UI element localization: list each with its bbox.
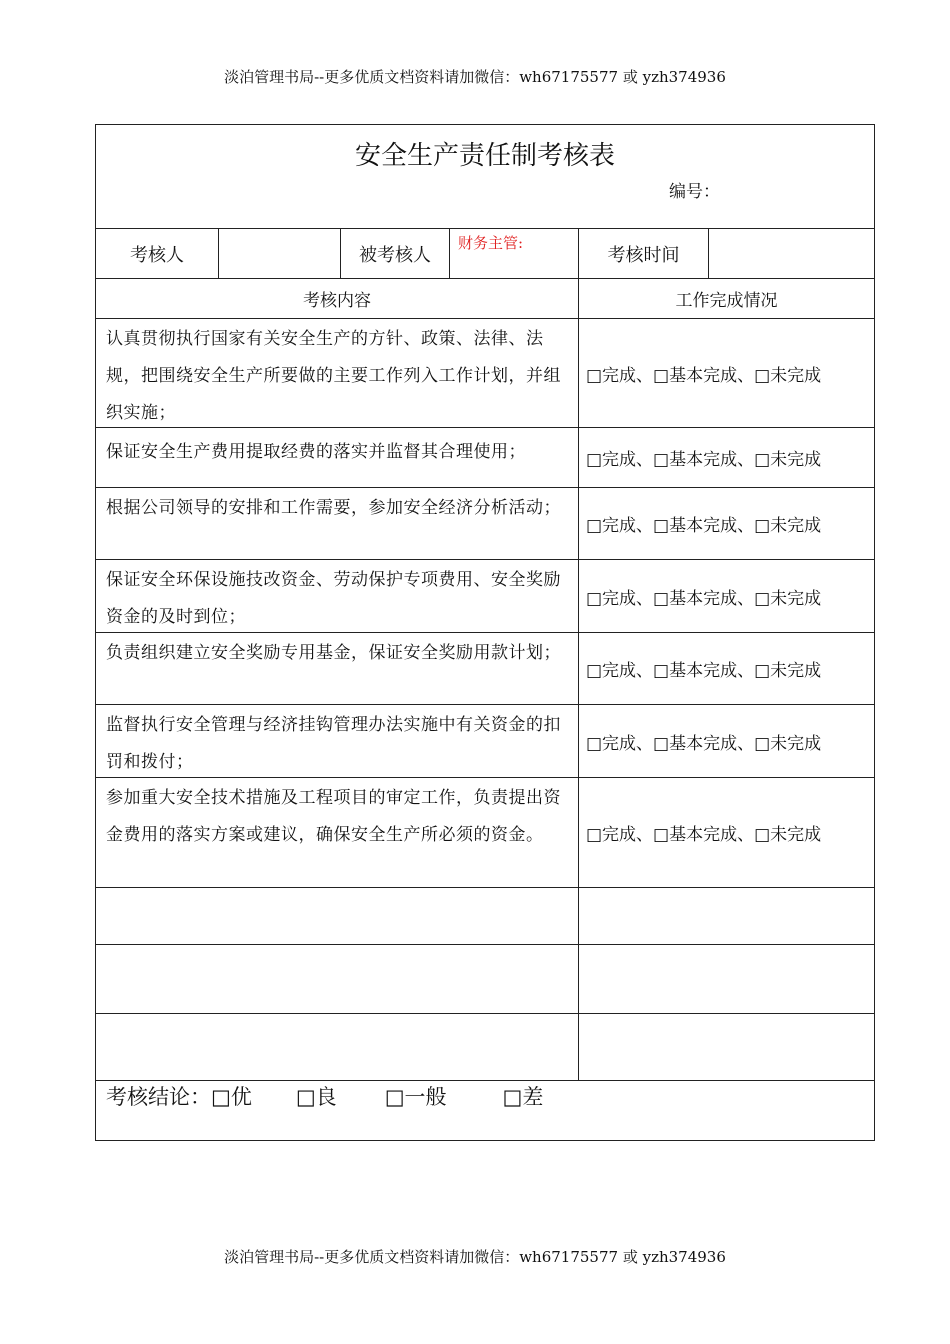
option-average[interactable]: □一般 <box>384 1085 447 1109</box>
info-row <box>96 229 874 279</box>
conclusion-label: 考核结论： <box>106 1085 211 1109</box>
item-content: 根据公司领导的安排和工作需要，参加安全经济分析活动； <box>96 488 579 559</box>
item-content: 参加重大安全技术措施及工程项目的审定工作，负责提出资金费用的落实方案或建议，确保安全生产所必须的资金。 <box>96 778 579 887</box>
item-status-options[interactable]: □完成、□基本完成、□未完成 <box>586 365 822 386</box>
item-content: 认真贯彻执行国家有关安全生产的方针、政策、法律、法规，把围绕安全生产所要做的主要工作列入工作计划，并组织实施； <box>96 319 579 427</box>
item-content: 保证安全生产费用提取经费的落实并监督其合理使用； <box>96 428 579 487</box>
status-column-header: 工作完成情况 <box>675 291 778 311</box>
item-status-options[interactable]: □完成、□基本完成、□未完成 <box>586 661 822 681</box>
item-status-options[interactable]: □完成、□基本完成、□未完成 <box>586 516 822 536</box>
table-row <box>96 778 874 888</box>
empty-content-cell[interactable] <box>96 945 579 1013</box>
empty-status-cell[interactable] <box>579 1014 874 1080</box>
header-note: 淡泊管理书局--更多优质文档资料请加微信：wh67175577 或 yzh374936 <box>224 68 726 86</box>
assessor-label: 考核人 <box>96 229 219 278</box>
content-column-header: 考核内容 <box>96 279 579 318</box>
empty-row <box>96 888 874 945</box>
empty-row <box>96 1014 874 1081</box>
assessee-field[interactable] <box>450 229 579 278</box>
item-content: 负责组织建立安全奖励专用基金，保证安全奖励用款计划； <box>96 633 579 704</box>
column-header-row <box>96 279 874 319</box>
footer-note: 淡泊管理书局--更多优质文档资料请加微信：wh67175577 或 yzh374936 <box>224 1248 726 1266</box>
table-row <box>96 428 874 488</box>
assessor-field[interactable] <box>219 229 341 278</box>
time-label: 考核时间 <box>579 229 709 278</box>
option-poor[interactable]: □差 <box>502 1085 544 1109</box>
item-content: 保证安全环保设施技改资金、劳动保护专项费用、安全奖励资金的及时到位； <box>96 560 579 632</box>
table-row <box>96 705 874 778</box>
empty-content-cell[interactable] <box>96 888 579 944</box>
table-row <box>96 319 874 428</box>
item-status-options[interactable]: □完成、□基本完成、□未完成 <box>586 450 822 470</box>
assessment-form <box>95 124 875 1141</box>
empty-row <box>96 945 874 1014</box>
title-area <box>96 125 874 229</box>
table-row <box>96 560 874 633</box>
item-status-options[interactable]: □完成、□基本完成、□未完成 <box>586 588 822 609</box>
empty-content-cell[interactable] <box>96 1014 579 1080</box>
item-status-options[interactable]: □完成、□基本完成、□未完成 <box>586 825 822 845</box>
conclusion-line <box>106 1081 543 1111</box>
conclusion-row <box>96 1081 874 1141</box>
time-field[interactable] <box>709 229 874 278</box>
table-row <box>96 488 874 560</box>
empty-status-cell[interactable] <box>579 888 874 944</box>
assessee-label: 被考核人 <box>341 229 450 278</box>
form-title: 安全生产责任制考核表 <box>354 141 615 171</box>
item-content: 监督执行安全管理与经济挂钩管理办法实施中有关资金的扣罚和拨付； <box>96 705 579 777</box>
assessee-value: 财务主管: <box>458 234 524 252</box>
table-row <box>96 633 874 705</box>
option-excellent[interactable]: □优 <box>211 1085 252 1109</box>
serial-number-label: 编号： <box>669 182 720 202</box>
item-status-options[interactable]: □完成、□基本完成、□未完成 <box>586 733 822 754</box>
option-good[interactable]: □良 <box>295 1085 337 1109</box>
empty-status-cell[interactable] <box>579 945 874 1013</box>
